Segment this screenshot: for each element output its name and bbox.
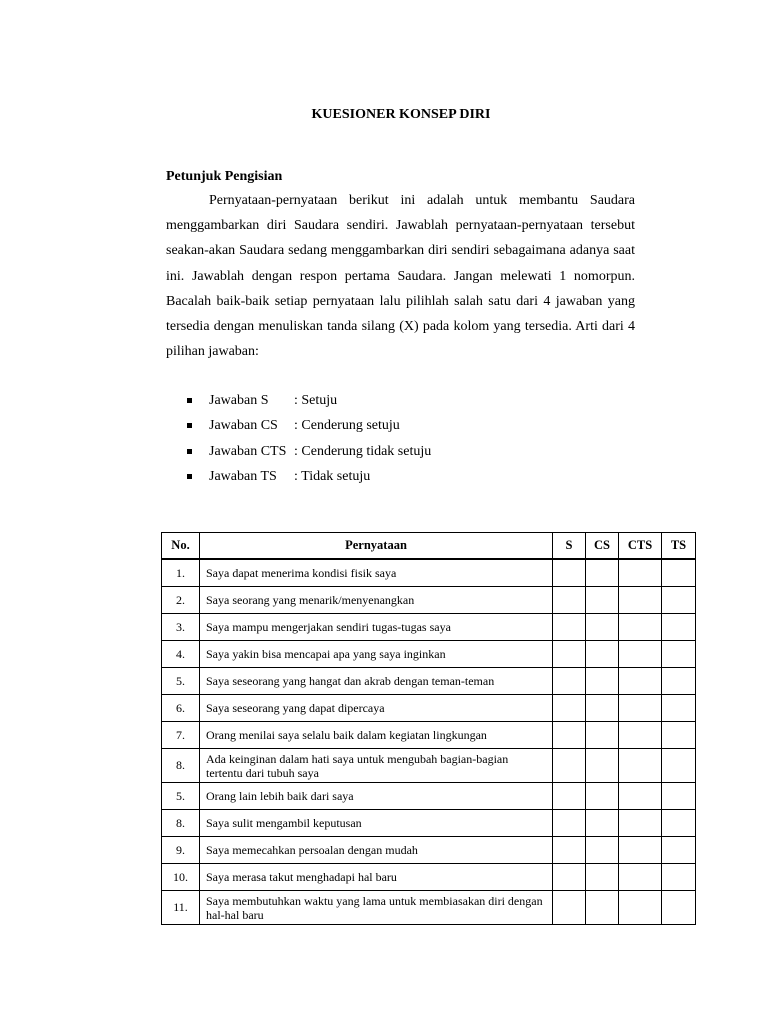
legend-meaning: : Setuju (294, 393, 338, 408)
questionnaire-table (161, 532, 696, 925)
row-number: 9. (162, 837, 200, 864)
legend-key: Jawaban CTS (209, 443, 287, 459)
answer-cell-ts[interactable] (662, 587, 696, 614)
answer-cell-s[interactable] (553, 722, 586, 749)
answer-cell-cts[interactable] (619, 695, 662, 722)
table-row (162, 864, 696, 891)
square-bullet-icon (187, 398, 192, 403)
answer-cell-s[interactable] (553, 668, 586, 695)
square-bullet-icon (187, 423, 192, 428)
answer-cell-ts[interactable] (662, 614, 696, 641)
column-header-s: S (553, 533, 586, 560)
answer-cell-cs[interactable] (586, 641, 619, 668)
answer-cell-s[interactable] (553, 614, 586, 641)
row-statement: Saya membutuhkan waktu yang lama untuk membiasakan diri dengan hal-hal baru (200, 891, 553, 925)
row-statement: Saya dapat menerima kondisi fisik saya (200, 559, 553, 587)
row-number: 7. (162, 722, 200, 749)
row-statement: Saya sulit mengambil keputusan (200, 810, 553, 837)
legend-key: Jawaban S (209, 393, 269, 408)
table-row (162, 722, 696, 749)
row-statement: Saya mampu mengerjakan sendiri tugas-tugas saya (200, 614, 553, 641)
row-number: 1. (162, 559, 200, 587)
answer-cell-ts[interactable] (662, 695, 696, 722)
row-number: 2. (162, 587, 200, 614)
row-number: 3. (162, 614, 200, 641)
answer-cell-ts[interactable] (662, 864, 696, 891)
row-statement: Saya seseorang yang hangat dan akrab dengan teman-teman (200, 668, 553, 695)
answer-cell-cts[interactable] (619, 783, 662, 810)
row-number: 4. (162, 641, 200, 668)
answer-cell-cts[interactable] (619, 668, 662, 695)
answer-cell-cts[interactable] (619, 641, 662, 668)
row-number: 11. (162, 891, 200, 925)
table-row (162, 891, 696, 925)
row-statement: Orang lain lebih baik dari saya (200, 783, 553, 810)
answer-cell-ts[interactable] (662, 668, 696, 695)
answer-cell-s[interactable] (553, 749, 586, 783)
instructions-heading: Petunjuk Pengisian (166, 169, 283, 184)
answer-cell-s[interactable] (553, 810, 586, 837)
answer-cell-s[interactable] (553, 864, 586, 891)
row-number: 6. (162, 695, 200, 722)
answer-cell-s[interactable] (553, 695, 586, 722)
answer-cell-cts[interactable] (619, 891, 662, 925)
instructions-paragraph: Pernyataan-pernyataan berikut ini adalah untuk membantu Saudara menggambarkan diri Saudara sendiri. Jawablah pernyataan-pernyataan tersebut seakan-akan Saudara sedang menggambarkan diri sendiri sebagaimana adanya saat ini. Jawablah dengan respon pertama Saudara. Jangan melewati 1 nomorpun. Bacalah baik-baik setiap pernyataan lalu pilihlah salah satu dari 4 jawaban yang tersedia dengan menuliskan tanda silang (X) pada kolom yang tersedia. Arti dari 4 pilihan jawaban: (166, 193, 635, 360)
answer-cell-cts[interactable] (619, 559, 662, 587)
table-row (162, 559, 696, 587)
answer-cell-cts[interactable] (619, 810, 662, 837)
table-row (162, 749, 696, 783)
table-row (162, 668, 696, 695)
legend-key: Jawaban CS (209, 418, 278, 434)
answer-cell-cs[interactable] (586, 668, 619, 695)
row-statement: Saya seseorang yang dapat dipercaya (200, 695, 553, 722)
column-header-ts: TS (662, 533, 696, 560)
row-number: 5. (162, 668, 200, 695)
answer-cell-cs[interactable] (586, 783, 619, 810)
document-title: KUESIONER KONSEP DIRI (311, 107, 491, 122)
table-header-row (162, 533, 696, 560)
legend-meaning: : Tidak setuju (294, 468, 371, 484)
answer-cell-cs[interactable] (586, 864, 619, 891)
square-bullet-icon (187, 449, 192, 454)
answer-cell-s[interactable] (553, 559, 586, 587)
answer-cell-cts[interactable] (619, 864, 662, 891)
answer-cell-s[interactable] (553, 783, 586, 810)
answer-cell-cs[interactable] (586, 695, 619, 722)
table-row (162, 614, 696, 641)
legend-key: Jawaban TS (209, 468, 277, 484)
answer-cell-cs[interactable] (586, 810, 619, 837)
row-statement: Ada keinginan dalam hati saya untuk mengubah bagian-bagian tertentu dari tubuh saya (200, 749, 553, 783)
answer-cell-ts[interactable] (662, 837, 696, 864)
row-number: 5. (162, 783, 200, 810)
column-header-statement: Pernyataan (200, 533, 553, 560)
row-statement: Saya merasa takut menghadapi hal baru (200, 864, 553, 891)
table-row (162, 641, 696, 668)
column-header-cs: CS (586, 533, 619, 560)
table-row (162, 587, 696, 614)
answer-cell-cs[interactable] (586, 749, 619, 783)
answer-cell-ts[interactable] (662, 891, 696, 925)
table-row (162, 695, 696, 722)
legend-meaning: : Cenderung setuju (294, 418, 400, 434)
answer-cell-cs[interactable] (586, 891, 619, 925)
answer-cell-ts[interactable] (662, 749, 696, 783)
answer-cell-cts[interactable] (619, 614, 662, 641)
answer-cell-cts[interactable] (619, 587, 662, 614)
row-number: 8. (162, 810, 200, 837)
row-number: 10. (162, 864, 200, 891)
answer-cell-cs[interactable] (586, 587, 619, 614)
column-header-cts: CTS (619, 533, 662, 560)
row-statement: Saya seorang yang menarik/menyenangkan (200, 587, 553, 614)
answer-cell-cts[interactable] (619, 837, 662, 864)
answer-cell-s[interactable] (553, 641, 586, 668)
answer-cell-s[interactable] (553, 837, 586, 864)
answer-cell-s[interactable] (553, 891, 586, 925)
table-row (162, 783, 696, 810)
answer-cell-cs[interactable] (586, 559, 619, 587)
row-statement: Orang menilai saya selalu baik dalam kegiatan lingkungan (200, 722, 553, 749)
table-row (162, 810, 696, 837)
answer-cell-ts[interactable] (662, 783, 696, 810)
answer-cell-cts[interactable] (619, 749, 662, 783)
square-bullet-icon (187, 474, 192, 479)
answer-cell-cs[interactable] (586, 722, 619, 749)
table-row (162, 837, 696, 864)
answer-cell-ts[interactable] (662, 559, 696, 587)
answer-cell-cs[interactable] (586, 837, 619, 864)
row-number: 8. (162, 749, 200, 783)
legend-meaning: : Cenderung tidak setuju (294, 443, 432, 459)
answer-cell-s[interactable] (553, 587, 586, 614)
column-header-no: No. (162, 533, 200, 560)
answer-cell-ts[interactable] (662, 641, 696, 668)
answer-cell-cts[interactable] (619, 722, 662, 749)
answer-cell-cs[interactable] (586, 614, 619, 641)
answer-cell-ts[interactable] (662, 722, 696, 749)
answer-cell-ts[interactable] (662, 810, 696, 837)
row-statement: Saya memecahkan persoalan dengan mudah (200, 837, 553, 864)
row-statement: Saya yakin bisa mencapai apa yang saya inginkan (200, 641, 553, 668)
